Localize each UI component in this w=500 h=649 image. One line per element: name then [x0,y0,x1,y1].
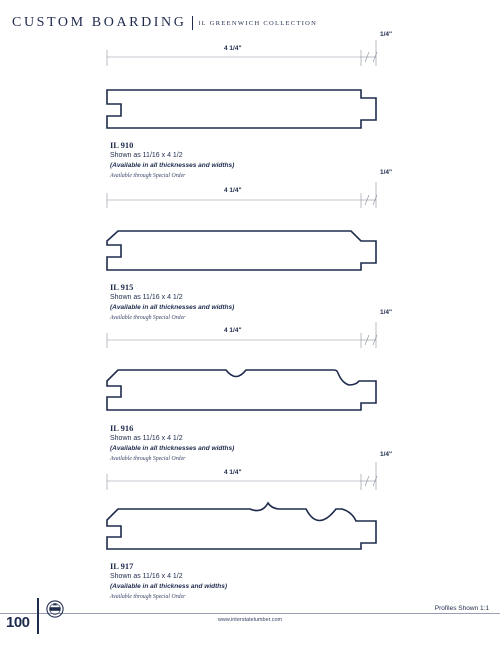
collection-mark: IL [198,20,207,27]
footer-vertical-rule [37,598,39,634]
website-link[interactable]: www.interstatelumber.com [217,617,283,623]
width-label: 4 1/4" [224,187,242,194]
profile-order-note: Available through Special Order [110,594,186,600]
brand-title: CUSTOM BOARDING [12,15,187,30]
profile-availability: (Available in all thicknesses and widths) [110,162,235,169]
profile-availability: (Available in all thicknesses and widths) [110,445,235,452]
page-number: 100 [6,614,30,631]
profile-outline-il-917 [107,503,376,549]
profile-order-note: Available through Special Order [110,315,186,321]
width-label: 4 1/4" [224,45,242,52]
profile-title: IL 916 [110,423,134,433]
thickness-label: 1/4" [380,451,393,458]
profile-title: IL 915 [110,282,134,292]
profile-availability: (Available in all thickness and widths) [110,583,228,590]
profile-order-note: Available through Special Order [110,173,186,179]
profile-size: Shown as 11/16 x 4 1/2 [110,435,183,442]
profile-order-note: Available through Special Order [110,456,186,462]
width-label: 4 1/4" [224,469,242,476]
profiles-scale-note: Profiles Shown 1:1 [434,605,489,612]
collection-label: GREENWICH COLLECTION [209,19,318,27]
profile-availability: (Available in all thicknesses and widths) [110,304,235,311]
thickness-label: 1/4" [380,169,393,176]
profile-size: Shown as 11/16 x 4 1/2 [110,152,183,159]
width-label: 4 1/4" [224,327,242,334]
thickness-label: 1/4" [380,31,393,38]
thickness-label: 1/4" [380,309,393,316]
footer-divider [0,613,500,614]
company-logo-icon [46,600,64,618]
profile-size: Shown as 11/16 x 4 1/2 [110,294,183,301]
profile-size: Shown as 11/16 x 4 1/2 [110,573,183,580]
profile-title: IL 917 [110,561,134,571]
profile-title: IL 910 [110,140,134,150]
